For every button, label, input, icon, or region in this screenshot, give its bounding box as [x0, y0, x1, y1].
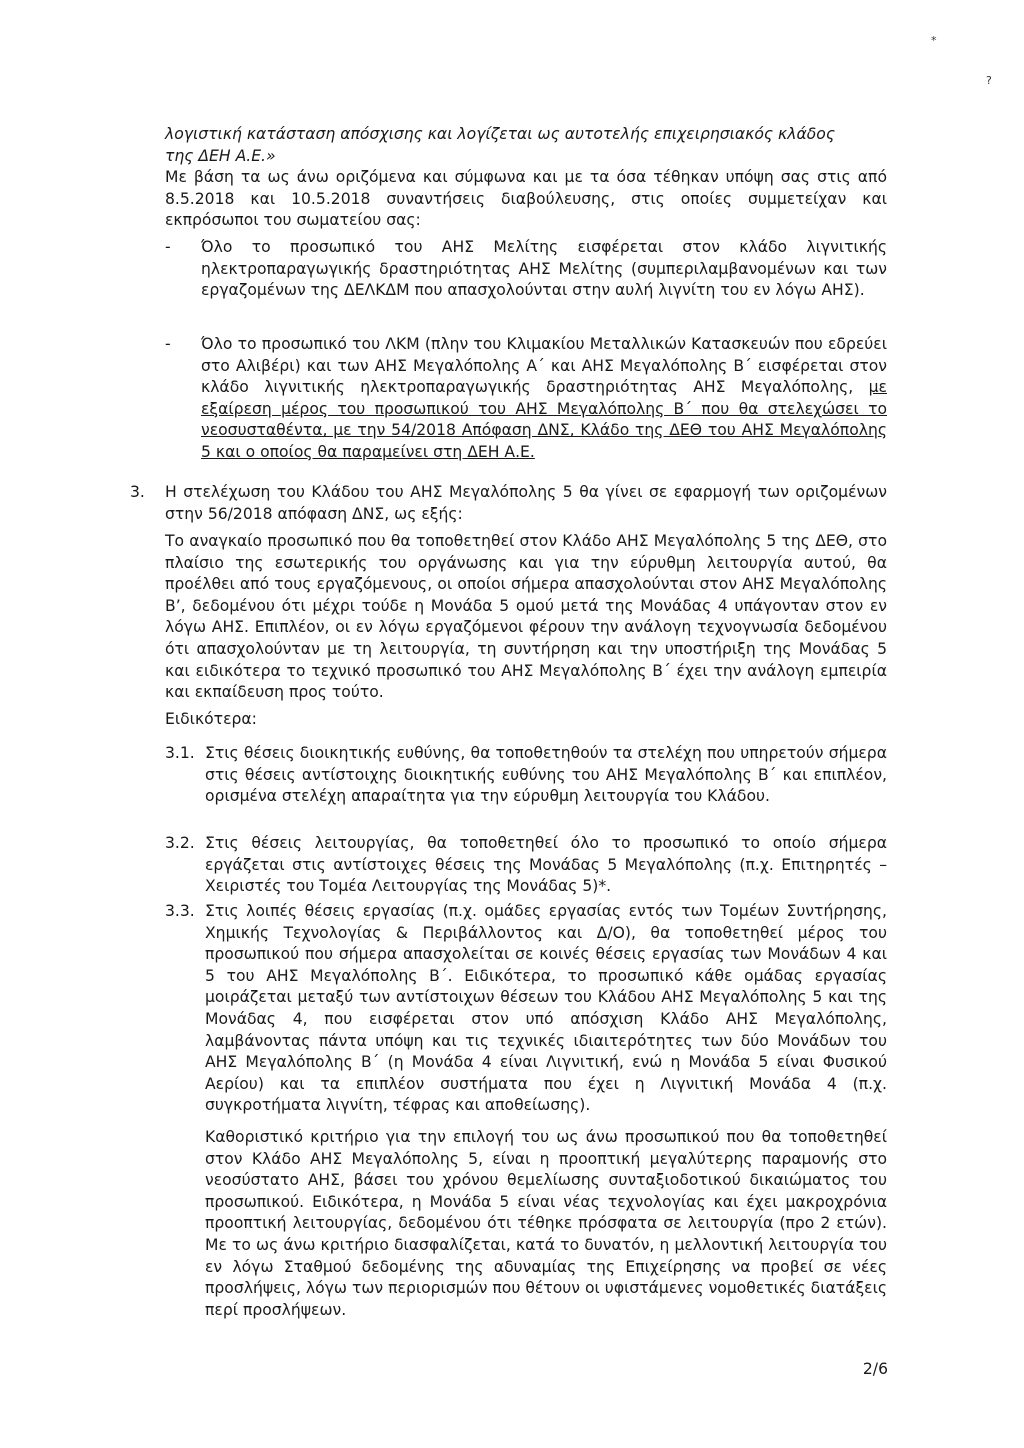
section-number: 3.	[130, 483, 145, 501]
section-paragraph: Το αναγκαίο προσωπικό που θα τοποθετηθεί στον Κλάδο ΑΗΣ Μεγαλόπολης 5 της ΔΕΘ, στο πλαίσιο της εσωτερικής του οργάνωσης και για την εύρυθμη λειτουργία αυτού, θα προέλθει από τους εργαζόμενους, οι οποίοι σήμερα απασχολούνται στον ΑΗΣ Μεγαλόπολης Β’, δεδομένου ότι μέχρι τούδε η Μονάδα 5 ομού μετά της Μονάδας 4 υπάγονταν στον εν λόγω ΑΗΣ. Επιπλέον, οι εν λόγω εργαζόμενοι φέρουν την ανάλογη τεχνογνωσία δεδομένου ότι απασχολούνταν με τη λειτουργία, τη συντήρηση και την υποστήριξη της Μονάδας 5 και ειδικότερα το τεχνικό προσωπικό του ΑΗΣ Μεγαλόπολης Β΄ έχει την ανάλογη εμπειρία και εκπαίδευση προς τούτο.	[165, 532, 887, 702]
intro-quote-line: της ΔΕΗ Α.Ε.»	[165, 146, 276, 165]
criterion-paragraph: Καθοριστικό κριτήριο για την επιλογή του ως άνω προσωπικού που θα τοποθετηθεί στον Κλάδο ΑΗΣ Μεγαλόπολης 5, είναι η προοπτική μεγαλύτερης παραμονής στο νεοσύστατο ΑΗΣ, βάσει του χρόνου θεμελίωσης συνταξιοδοτικού δικαιώματος του προσωπικού. Ειδικότερα, η Μονάδα 5 είναι νέας τεχνολογίας και έχει μακροχρόνια προοπτική λειτουργίας, δεδομένου ότι τέθηκε πρόσφατα σε λειτουργία (προ 2 ετών). Με το ως άνω κριτήριο διασφαλίζεται, κατά το δυνατόν, η μελλοντική λειτουργία του εν λόγω Σταθμού δεδομένης της αδυναμίας της Επιχείρησης να προβεί σε νέες προσλήψεις, λόγω των περιορισμών που θέτουν οι υφιστάμενες νομοθετικές διατάξεις περί προσλήψεων.	[205, 1128, 887, 1319]
bullet-text-underlined: με εξαίρεση μέρος του προσωπικού του ΑΗΣ Μεγαλόπολης Β΄ που θα στελεχώσει το νεοσυσταθέντα, με την 54/2018 Απόφαση ΔΝΣ, Κλάδο της ΔΕΘ του ΑΗΣ Μεγαλόπολης 5 και ο οποίος θα παραμείνει στη ΔΕΗ Α.Ε.	[201, 378, 887, 461]
scan-mark: ?	[986, 74, 992, 87]
bullet-text	[201, 334, 887, 464]
page-number: 2/6	[862, 1360, 888, 1378]
bullet-dash: -	[165, 335, 171, 353]
bullet-dash: -	[165, 238, 171, 256]
item-text: Στις θέσεις λειτουργίας, θα τοποθετηθεί όλο το προσωπικό το οποίο σήμερα εργάζεται στις αντίστοιχες θέσεις της Μονάδας 5 Μεγαλόπολης (π.χ. Επιτηρητές – Χειριστές του Τομέα Λειτουργίας της Μονάδας 5)*.	[205, 834, 887, 896]
item-text: Στις θέσεις διοικητικής ευθύνης, θα τοποθετηθούν τα στελέχη που υπηρετούν σήμερα στις θέσεις αντίστοιχης διοικητικής ευθύνης του ΑΗΣ Μεγαλόπολης Β΄ και επιπλέον, ορισμένα στελέχη απαραίτητα για την εύρυθμη λειτουργία του Κλάδου.	[205, 744, 887, 806]
item-number: 3.3.	[165, 902, 195, 920]
specifically-label: Ειδικότερα:	[165, 710, 257, 728]
item-text: Στις λοιπές θέσεις εργασίας (π.χ. ομάδες εργασίας εντός των Τομέων Συντήρησης, Χημικής Τεχνολογίας & Περιβάλλοντος και Δ/Ο), θα τοποθετηθεί μέρος του προσωπικού που σήμερα απασχολείται σε κοινές θέσεις εργασίας των Μονάδων 4 και 5 του ΑΗΣ Μεγαλόπολης Β΄. Ειδικότερα, το προσωπικό κάθε ομάδας εργασίας μοιράζεται μεταξύ των αντίστοιχων θέσεων του Κλάδου ΑΗΣ Μεγαλόπολης 5 και της Μονάδας 4, που εισφέρεται στον υπό απόσχιση Κλάδο ΑΗΣ Μεγαλόπολης, λαμβάνοντας πάντα υπόψη και τις τεχνικές ιδιαιτερότητες των δύο Μονάδων του ΑΗΣ Μεγαλόπολης Β΄ (η Μονάδα 4 είναι Λιγνιτική, ενώ η Μονάδα 5 είναι Φυσικού Αερίου) και τα επιπλέον συστήματα που έχει η Λιγνιτική Μονάδα 4 (π.χ. συγκροτήματα λιγνίτη, τέφρας και αποθείωσης).	[205, 902, 887, 1115]
scan-mark: *	[931, 34, 937, 47]
intro-quote	[165, 124, 885, 167]
intro-quote-line: λογιστική κατάσταση απόσχισης και λογίζεται ως αυτοτελής επιχειρησιακός κλάδος	[165, 125, 835, 143]
section-heading: Η στελέχωση του Κλάδου του ΑΗΣ Μεγαλόπολης 5 θα γίνει σε εφαρμογή των οριζομένων στην 56/2018 απόφαση ΔΝΣ, ως εξής:	[165, 483, 887, 523]
bullet-text-plain: Όλο το προσωπικό του ΛΚΜ (πλην του Κλιμακίου Μεταλλικών Κατασκευών που εδρεύει στο Αλιβέρι) και των ΑΗΣ Μεγαλόπολης Α΄ και ΑΗΣ Μεγαλόπολης Β΄ εισφέρεται στον κλάδο λιγνιτικής ηλεκτροπαραγωγικής δραστηριότητας ΑΗΣ Μεγαλόπολης,	[201, 335, 887, 397]
intro-paragraph: Με βάση τα ως άνω οριζόμενα και σύμφωνα και με τα όσα τέθηκαν υπόψη σας στις από 8.5.2018 και 10.5.2018 συναντήσεις διαβούλευσης, στις οποίες συμμετείχαν και εκπρόσωποι του σωματείου σας:	[165, 168, 887, 230]
bullet-text: Όλο το προσωπικό του ΑΗΣ Μελίτης εισφέρεται στον κλάδο λιγνιτικής ηλεκτροπαραγωγικής δραστηριότητας ΑΗΣ Μελίτης (συμπεριλαμβανομένων και των εργαζομένων της ΔΕΛΚΔΜ που απασχολούνται στην αυλή λιγνίτη του εν λόγω ΑΗΣ).	[201, 238, 887, 300]
item-number: 3.1.	[165, 744, 195, 762]
item-number: 3.2.	[165, 834, 195, 852]
